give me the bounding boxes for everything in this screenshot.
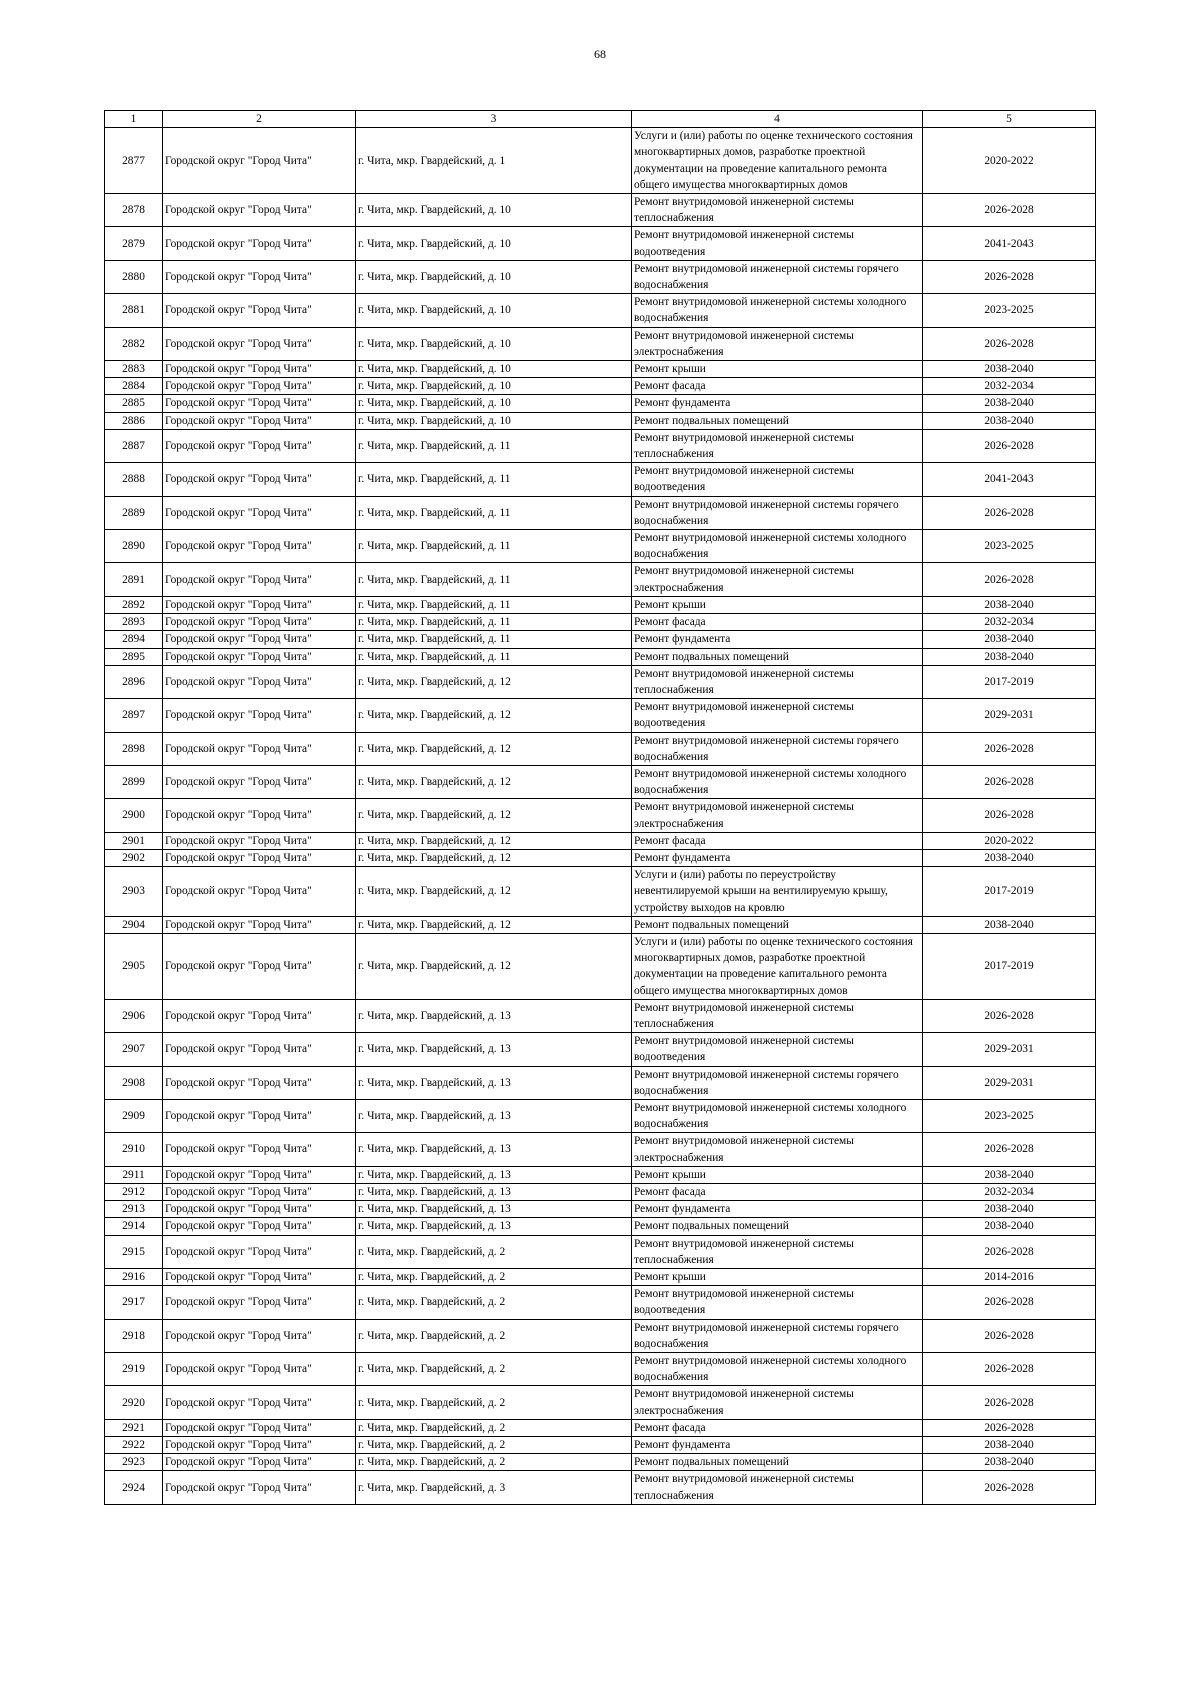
- work-type-cell: Ремонт внутридомовой инженерной системы водоотведения: [632, 227, 923, 260]
- row-number: 2883: [105, 361, 163, 378]
- period-cell: 2026-2028: [923, 1286, 1096, 1319]
- municipality-cell: Городской округ "Город Чита": [163, 648, 356, 665]
- municipality-cell: Городской округ "Город Чита": [163, 631, 356, 648]
- table-row: [105, 1235, 1096, 1268]
- work-type-cell: Ремонт фундамента: [632, 631, 923, 648]
- work-type-cell: Услуги и (или) работы по оценке технического состояния многоквартирных домов, разработке проектной документации на проведение капитального ремонта общего имущества многоквартирных домов: [632, 933, 923, 999]
- work-type-cell: Ремонт подвальных помещений: [632, 916, 923, 933]
- address-cell: г. Чита, мкр. Гвардейский, д. 10: [356, 327, 632, 360]
- address-cell: г. Чита, мкр. Гвардейский, д. 2: [356, 1353, 632, 1386]
- table-row: [105, 1133, 1096, 1166]
- work-type-cell: Ремонт крыши: [632, 1269, 923, 1286]
- row-number: 2896: [105, 665, 163, 698]
- row-number: 2887: [105, 429, 163, 462]
- period-cell: 2038-2040: [923, 596, 1096, 613]
- period-cell: 2029-2031: [923, 1066, 1096, 1099]
- table-row: [105, 1218, 1096, 1235]
- municipality-cell: Городской округ "Город Чита": [163, 1235, 356, 1268]
- period-cell: 2026-2028: [923, 1471, 1096, 1504]
- address-cell: г. Чита, мкр. Гвардейский, д. 13: [356, 1201, 632, 1218]
- header-row: [105, 111, 1096, 128]
- work-type-cell: Ремонт внутридомовой инженерной системы теплоснабжения: [632, 429, 923, 462]
- row-number: 2914: [105, 1218, 163, 1235]
- work-type-cell: Ремонт крыши: [632, 1166, 923, 1183]
- table-row: [105, 412, 1096, 429]
- address-cell: г. Чита, мкр. Гвардейский, д. 10: [356, 412, 632, 429]
- period-cell: 2038-2040: [923, 916, 1096, 933]
- row-number: 2919: [105, 1353, 163, 1386]
- work-type-cell: Ремонт внутридомовой инженерной системы водоотведения: [632, 1033, 923, 1066]
- period-cell: 2026-2028: [923, 732, 1096, 765]
- table-row: [105, 1471, 1096, 1504]
- row-number: 2909: [105, 1099, 163, 1132]
- work-type-cell: Ремонт крыши: [632, 361, 923, 378]
- row-number: 2907: [105, 1033, 163, 1066]
- table-row: [105, 194, 1096, 227]
- table-row: [105, 1419, 1096, 1436]
- table-row: [105, 294, 1096, 327]
- municipality-cell: Городской округ "Город Чита": [163, 412, 356, 429]
- table-row: [105, 631, 1096, 648]
- address-cell: г. Чита, мкр. Гвардейский, д. 12: [356, 699, 632, 732]
- municipality-cell: Городской округ "Город Чита": [163, 732, 356, 765]
- period-cell: 2038-2040: [923, 631, 1096, 648]
- table-row: [105, 1319, 1096, 1352]
- column-header-1: 1: [105, 111, 163, 128]
- address-cell: г. Чита, мкр. Гвардейский, д. 11: [356, 596, 632, 613]
- table-row: [105, 1386, 1096, 1419]
- municipality-cell: Городской округ "Город Чита": [163, 1133, 356, 1166]
- period-cell: 2038-2040: [923, 395, 1096, 412]
- period-cell: 2026-2028: [923, 799, 1096, 832]
- row-number: 2893: [105, 614, 163, 631]
- work-type-cell: Ремонт подвальных помещений: [632, 648, 923, 665]
- period-cell: 2026-2028: [923, 1133, 1096, 1166]
- table-row: [105, 799, 1096, 832]
- address-cell: г. Чита, мкр. Гвардейский, д. 10: [356, 361, 632, 378]
- row-number: 2920: [105, 1386, 163, 1419]
- address-cell: г. Чита, мкр. Гвардейский, д. 3: [356, 1471, 632, 1504]
- row-number: 2901: [105, 832, 163, 849]
- address-cell: г. Чита, мкр. Гвардейский, д. 12: [356, 916, 632, 933]
- work-type-cell: Ремонт крыши: [632, 596, 923, 613]
- address-cell: г. Чита, мкр. Гвардейский, д. 12: [356, 765, 632, 798]
- period-cell: 2023-2025: [923, 294, 1096, 327]
- work-type-cell: Ремонт внутридомовой инженерной системы холодного водоснабжения: [632, 294, 923, 327]
- work-type-cell: Ремонт внутридомовой инженерной системы холодного водоснабжения: [632, 1099, 923, 1132]
- table-row: [105, 1184, 1096, 1201]
- period-cell: 2032-2034: [923, 1184, 1096, 1201]
- row-number: 2904: [105, 916, 163, 933]
- work-type-cell: Ремонт фундамента: [632, 395, 923, 412]
- work-type-cell: Ремонт внутридомовой инженерной системы холодного водоснабжения: [632, 1353, 923, 1386]
- row-number: 2906: [105, 999, 163, 1032]
- address-cell: г. Чита, мкр. Гвардейский, д. 11: [356, 614, 632, 631]
- table-row: [105, 1269, 1096, 1286]
- work-type-cell: Ремонт внутридомовой инженерной системы теплоснабжения: [632, 1471, 923, 1504]
- row-number: 2918: [105, 1319, 163, 1352]
- work-type-cell: Ремонт внутридомовой инженерной системы электроснабжения: [632, 563, 923, 596]
- table-row: [105, 614, 1096, 631]
- municipality-cell: Городской округ "Город Чита": [163, 260, 356, 293]
- address-cell: г. Чита, мкр. Гвардейский, д. 12: [356, 867, 632, 917]
- row-number: 2897: [105, 699, 163, 732]
- work-type-cell: Ремонт внутридомовой инженерной системы теплоснабжения: [632, 665, 923, 698]
- row-number: 2910: [105, 1133, 163, 1166]
- municipality-cell: Городской округ "Город Чита": [163, 429, 356, 462]
- work-type-cell: Ремонт внутридомовой инженерной системы теплоснабжения: [632, 999, 923, 1032]
- address-cell: г. Чита, мкр. Гвардейский, д. 13: [356, 1033, 632, 1066]
- work-type-cell: Ремонт внутридомовой инженерной системы электроснабжения: [632, 1386, 923, 1419]
- address-cell: г. Чита, мкр. Гвардейский, д. 11: [356, 563, 632, 596]
- municipality-cell: Городской округ "Город Чита": [163, 1286, 356, 1319]
- municipality-cell: Городской округ "Город Чита": [163, 530, 356, 563]
- municipality-cell: Городской округ "Город Чита": [163, 1099, 356, 1132]
- municipality-cell: Городской округ "Город Чита": [163, 194, 356, 227]
- municipality-cell: Городской округ "Город Чита": [163, 867, 356, 917]
- municipality-cell: Городской округ "Город Чита": [163, 1166, 356, 1183]
- table-row: [105, 1437, 1096, 1454]
- row-number: 2903: [105, 867, 163, 917]
- address-cell: г. Чита, мкр. Гвардейский, д. 2: [356, 1319, 632, 1352]
- address-cell: г. Чита, мкр. Гвардейский, д. 2: [356, 1286, 632, 1319]
- period-cell: 2023-2025: [923, 1099, 1096, 1132]
- table-row: [105, 361, 1096, 378]
- municipality-cell: Городской округ "Город Чита": [163, 1454, 356, 1471]
- table-header: [105, 111, 1096, 128]
- period-cell: 2038-2040: [923, 412, 1096, 429]
- address-cell: г. Чита, мкр. Гвардейский, д. 13: [356, 1184, 632, 1201]
- work-type-cell: Услуги и (или) работы по переустройству невентилируемой крыши на вентилируемую крышу, устройству выходов на кровлю: [632, 867, 923, 917]
- table-row: [105, 1033, 1096, 1066]
- work-type-cell: Ремонт фундамента: [632, 849, 923, 866]
- period-cell: 2032-2034: [923, 614, 1096, 631]
- table-row: [105, 1099, 1096, 1132]
- table-row: [105, 699, 1096, 732]
- municipality-cell: Городской округ "Город Чита": [163, 1066, 356, 1099]
- municipality-cell: Городской округ "Город Чита": [163, 614, 356, 631]
- table-row: [105, 1166, 1096, 1183]
- period-cell: 2026-2028: [923, 194, 1096, 227]
- table-row: [105, 916, 1096, 933]
- municipality-cell: Городской округ "Город Чита": [163, 1386, 356, 1419]
- row-number: 2908: [105, 1066, 163, 1099]
- row-number: 2902: [105, 849, 163, 866]
- period-cell: 2029-2031: [923, 699, 1096, 732]
- row-number: 2888: [105, 463, 163, 496]
- address-cell: г. Чита, мкр. Гвардейский, д. 1: [356, 128, 632, 194]
- municipality-cell: Городской округ "Город Чита": [163, 1269, 356, 1286]
- address-cell: г. Чита, мкр. Гвардейский, д. 13: [356, 1066, 632, 1099]
- table-row: [105, 260, 1096, 293]
- municipality-cell: Городской округ "Город Чита": [163, 496, 356, 529]
- period-cell: 2029-2031: [923, 1033, 1096, 1066]
- address-cell: г. Чита, мкр. Гвардейский, д. 11: [356, 429, 632, 462]
- row-number: 2878: [105, 194, 163, 227]
- address-cell: г. Чита, мкр. Гвардейский, д. 10: [356, 260, 632, 293]
- address-cell: г. Чита, мкр. Гвардейский, д. 12: [356, 832, 632, 849]
- table-row: [105, 1454, 1096, 1471]
- address-cell: г. Чита, мкр. Гвардейский, д. 10: [356, 294, 632, 327]
- row-number: 2885: [105, 395, 163, 412]
- work-type-cell: Ремонт внутридомовой инженерной системы горячего водоснабжения: [632, 1066, 923, 1099]
- row-number: 2922: [105, 1437, 163, 1454]
- municipality-cell: Городской округ "Город Чита": [163, 1437, 356, 1454]
- work-type-cell: Ремонт внутридомовой инженерной системы водоотведения: [632, 463, 923, 496]
- address-cell: г. Чита, мкр. Гвардейский, д. 11: [356, 648, 632, 665]
- table-row: [105, 395, 1096, 412]
- repair-schedule-table: [104, 110, 1096, 1505]
- municipality-cell: Городской округ "Город Чита": [163, 294, 356, 327]
- work-type-cell: Ремонт фасада: [632, 614, 923, 631]
- table-row: [105, 227, 1096, 260]
- table-row: [105, 665, 1096, 698]
- address-cell: г. Чита, мкр. Гвардейский, д. 2: [356, 1235, 632, 1268]
- table-row: [105, 429, 1096, 462]
- address-cell: г. Чита, мкр. Гвардейский, д. 13: [356, 1099, 632, 1132]
- work-type-cell: Услуги и (или) работы по оценке технического состояния многоквартирных домов, разработке проектной документации на проведение капитального ремонта общего имущества многоквартирных домов: [632, 128, 923, 194]
- period-cell: 2026-2028: [923, 327, 1096, 360]
- period-cell: 2026-2028: [923, 1386, 1096, 1419]
- period-cell: 2041-2043: [923, 463, 1096, 496]
- municipality-cell: Городской округ "Город Чита": [163, 916, 356, 933]
- municipality-cell: Городской округ "Город Чита": [163, 933, 356, 999]
- period-cell: 2026-2028: [923, 765, 1096, 798]
- period-cell: 2026-2028: [923, 1319, 1096, 1352]
- period-cell: 2026-2028: [923, 1419, 1096, 1436]
- table-row: [105, 867, 1096, 917]
- municipality-cell: Городской округ "Город Чита": [163, 1201, 356, 1218]
- table-row: [105, 1286, 1096, 1319]
- period-cell: 2026-2028: [923, 563, 1096, 596]
- row-number: 2889: [105, 496, 163, 529]
- period-cell: 2038-2040: [923, 1166, 1096, 1183]
- period-cell: 2038-2040: [923, 1218, 1096, 1235]
- row-number: 2924: [105, 1471, 163, 1504]
- municipality-cell: Городской округ "Город Чита": [163, 361, 356, 378]
- address-cell: г. Чита, мкр. Гвардейский, д. 2: [356, 1419, 632, 1436]
- table-row: [105, 463, 1096, 496]
- work-type-cell: Ремонт подвальных помещений: [632, 412, 923, 429]
- table-row: [105, 1066, 1096, 1099]
- row-number: 2923: [105, 1454, 163, 1471]
- table-row: [105, 648, 1096, 665]
- work-type-cell: Ремонт подвальных помещений: [632, 1218, 923, 1235]
- period-cell: 2026-2028: [923, 1235, 1096, 1268]
- address-cell: г. Чита, мкр. Гвардейский, д. 13: [356, 1166, 632, 1183]
- address-cell: г. Чита, мкр. Гвардейский, д. 13: [356, 1218, 632, 1235]
- address-cell: г. Чита, мкр. Гвардейский, д. 11: [356, 496, 632, 529]
- address-cell: г. Чита, мкр. Гвардейский, д. 12: [356, 849, 632, 866]
- period-cell: 2020-2022: [923, 128, 1096, 194]
- row-number: 2900: [105, 799, 163, 832]
- work-type-cell: Ремонт внутридомовой инженерной системы горячего водоснабжения: [632, 732, 923, 765]
- table-row: [105, 999, 1096, 1032]
- row-number: 2913: [105, 1201, 163, 1218]
- address-cell: г. Чита, мкр. Гвардейский, д. 13: [356, 1133, 632, 1166]
- row-number: 2894: [105, 631, 163, 648]
- period-cell: 2026-2028: [923, 1353, 1096, 1386]
- column-header-2: 2: [163, 111, 356, 128]
- row-number: 2921: [105, 1419, 163, 1436]
- period-cell: 2026-2028: [923, 496, 1096, 529]
- address-cell: г. Чита, мкр. Гвардейский, д. 11: [356, 631, 632, 648]
- row-number: 2912: [105, 1184, 163, 1201]
- work-type-cell: Ремонт внутридомовой инженерной системы водоотведения: [632, 1286, 923, 1319]
- address-cell: г. Чита, мкр. Гвардейский, д. 2: [356, 1269, 632, 1286]
- period-cell: 2038-2040: [923, 648, 1096, 665]
- municipality-cell: Городской округ "Город Чита": [163, 1353, 356, 1386]
- municipality-cell: Городской округ "Город Чита": [163, 596, 356, 613]
- address-cell: г. Чита, мкр. Гвардейский, д. 2: [356, 1454, 632, 1471]
- work-type-cell: Ремонт внутридомовой инженерной системы водоотведения: [632, 699, 923, 732]
- period-cell: 2032-2034: [923, 378, 1096, 395]
- address-cell: г. Чита, мкр. Гвардейский, д. 11: [356, 530, 632, 563]
- table-row: [105, 765, 1096, 798]
- address-cell: г. Чита, мкр. Гвардейский, д. 12: [356, 933, 632, 999]
- work-type-cell: Ремонт фасада: [632, 832, 923, 849]
- period-cell: 2026-2028: [923, 429, 1096, 462]
- municipality-cell: Городской округ "Город Чита": [163, 765, 356, 798]
- municipality-cell: Городской округ "Город Чита": [163, 1419, 356, 1436]
- row-number: 2877: [105, 128, 163, 194]
- work-type-cell: Ремонт внутридомовой инженерной системы теплоснабжения: [632, 1235, 923, 1268]
- row-number: 2899: [105, 765, 163, 798]
- municipality-cell: Городской округ "Город Чита": [163, 799, 356, 832]
- period-cell: 2038-2040: [923, 1201, 1096, 1218]
- period-cell: 2017-2019: [923, 665, 1096, 698]
- work-type-cell: Ремонт внутридомовой инженерной системы холодного водоснабжения: [632, 530, 923, 563]
- municipality-cell: Городской округ "Город Чита": [163, 128, 356, 194]
- period-cell: 2026-2028: [923, 260, 1096, 293]
- row-number: 2916: [105, 1269, 163, 1286]
- work-type-cell: Ремонт внутридомовой инженерной системы электроснабжения: [632, 799, 923, 832]
- table-row: [105, 849, 1096, 866]
- address-cell: г. Чита, мкр. Гвардейский, д. 10: [356, 227, 632, 260]
- row-number: 2879: [105, 227, 163, 260]
- address-cell: г. Чита, мкр. Гвардейский, д. 13: [356, 999, 632, 1032]
- period-cell: 2038-2040: [923, 361, 1096, 378]
- work-type-cell: Ремонт фасада: [632, 1419, 923, 1436]
- work-type-cell: Ремонт фундамента: [632, 1437, 923, 1454]
- address-cell: г. Чита, мкр. Гвардейский, д. 12: [356, 665, 632, 698]
- row-number: 2917: [105, 1286, 163, 1319]
- work-type-cell: Ремонт внутридомовой инженерной системы горячего водоснабжения: [632, 496, 923, 529]
- address-cell: г. Чита, мкр. Гвардейский, д. 2: [356, 1386, 632, 1419]
- table-row: [105, 1353, 1096, 1386]
- address-cell: г. Чита, мкр. Гвардейский, д. 12: [356, 732, 632, 765]
- address-cell: г. Чита, мкр. Гвардейский, д. 12: [356, 799, 632, 832]
- row-number: 2895: [105, 648, 163, 665]
- municipality-cell: Городской округ "Город Чита": [163, 1184, 356, 1201]
- work-type-cell: Ремонт внутридомовой инженерной системы электроснабжения: [632, 327, 923, 360]
- municipality-cell: Городской округ "Город Чита": [163, 832, 356, 849]
- municipality-cell: Городской округ "Город Чита": [163, 463, 356, 496]
- row-number: 2891: [105, 563, 163, 596]
- table-body: [105, 128, 1096, 1505]
- address-cell: г. Чита, мкр. Гвардейский, д. 10: [356, 395, 632, 412]
- address-cell: г. Чита, мкр. Гвардейский, д. 10: [356, 378, 632, 395]
- table-row: [105, 732, 1096, 765]
- table-row: [105, 596, 1096, 613]
- table-row: [105, 832, 1096, 849]
- work-type-cell: Ремонт внутридомовой инженерной системы горячего водоснабжения: [632, 260, 923, 293]
- municipality-cell: Городской округ "Город Чита": [163, 378, 356, 395]
- period-cell: 2038-2040: [923, 1454, 1096, 1471]
- table-row: [105, 378, 1096, 395]
- table-row: [105, 1201, 1096, 1218]
- row-number: 2898: [105, 732, 163, 765]
- column-header-5: 5: [923, 111, 1096, 128]
- work-type-cell: Ремонт внутридомовой инженерной системы холодного водоснабжения: [632, 765, 923, 798]
- municipality-cell: Городской округ "Город Чита": [163, 1033, 356, 1066]
- page-number: 68: [594, 47, 606, 61]
- row-number: 2880: [105, 260, 163, 293]
- municipality-cell: Городской округ "Город Чита": [163, 563, 356, 596]
- municipality-cell: Городской округ "Город Чита": [163, 999, 356, 1032]
- period-cell: 2014-2016: [923, 1269, 1096, 1286]
- period-cell: 2038-2040: [923, 1437, 1096, 1454]
- row-number: 2881: [105, 294, 163, 327]
- municipality-cell: Городской округ "Город Чита": [163, 699, 356, 732]
- row-number: 2915: [105, 1235, 163, 1268]
- period-cell: 2017-2019: [923, 933, 1096, 999]
- address-cell: г. Чита, мкр. Гвардейский, д. 11: [356, 463, 632, 496]
- column-header-3: 3: [356, 111, 632, 128]
- row-number: 2886: [105, 412, 163, 429]
- period-cell: 2023-2025: [923, 530, 1096, 563]
- table-row: [105, 327, 1096, 360]
- row-number: 2911: [105, 1166, 163, 1183]
- work-type-cell: Ремонт фундамента: [632, 1201, 923, 1218]
- work-type-cell: Ремонт фасада: [632, 1184, 923, 1201]
- table-row: [105, 496, 1096, 529]
- row-number: 2890: [105, 530, 163, 563]
- address-cell: г. Чита, мкр. Гвардейский, д. 10: [356, 194, 632, 227]
- work-type-cell: Ремонт внутридомовой инженерной системы горячего водоснабжения: [632, 1319, 923, 1352]
- row-number: 2882: [105, 327, 163, 360]
- row-number: 2905: [105, 933, 163, 999]
- municipality-cell: Городской округ "Город Чита": [163, 327, 356, 360]
- work-type-cell: Ремонт внутридомовой инженерной системы теплоснабжения: [632, 194, 923, 227]
- municipality-cell: Городской округ "Город Чита": [163, 227, 356, 260]
- address-cell: г. Чита, мкр. Гвардейский, д. 2: [356, 1437, 632, 1454]
- work-type-cell: Ремонт подвальных помещений: [632, 1454, 923, 1471]
- work-type-cell: Ремонт фасада: [632, 378, 923, 395]
- period-cell: 2038-2040: [923, 849, 1096, 866]
- table-row: [105, 563, 1096, 596]
- table-row: [105, 128, 1096, 194]
- table-row: [105, 933, 1096, 999]
- row-number: 2884: [105, 378, 163, 395]
- work-type-cell: Ремонт внутридомовой инженерной системы электроснабжения: [632, 1133, 923, 1166]
- period-cell: 2026-2028: [923, 999, 1096, 1032]
- row-number: 2892: [105, 596, 163, 613]
- municipality-cell: Городской округ "Город Чита": [163, 665, 356, 698]
- period-cell: 2020-2022: [923, 832, 1096, 849]
- municipality-cell: Городской округ "Город Чита": [163, 1319, 356, 1352]
- table-row: [105, 530, 1096, 563]
- period-cell: 2041-2043: [923, 227, 1096, 260]
- period-cell: 2017-2019: [923, 867, 1096, 917]
- municipality-cell: Городской округ "Город Чита": [163, 1218, 356, 1235]
- municipality-cell: Городской округ "Город Чита": [163, 395, 356, 412]
- municipality-cell: Городской округ "Город Чита": [163, 1471, 356, 1504]
- municipality-cell: Городской округ "Город Чита": [163, 849, 356, 866]
- column-header-4: 4: [632, 111, 923, 128]
